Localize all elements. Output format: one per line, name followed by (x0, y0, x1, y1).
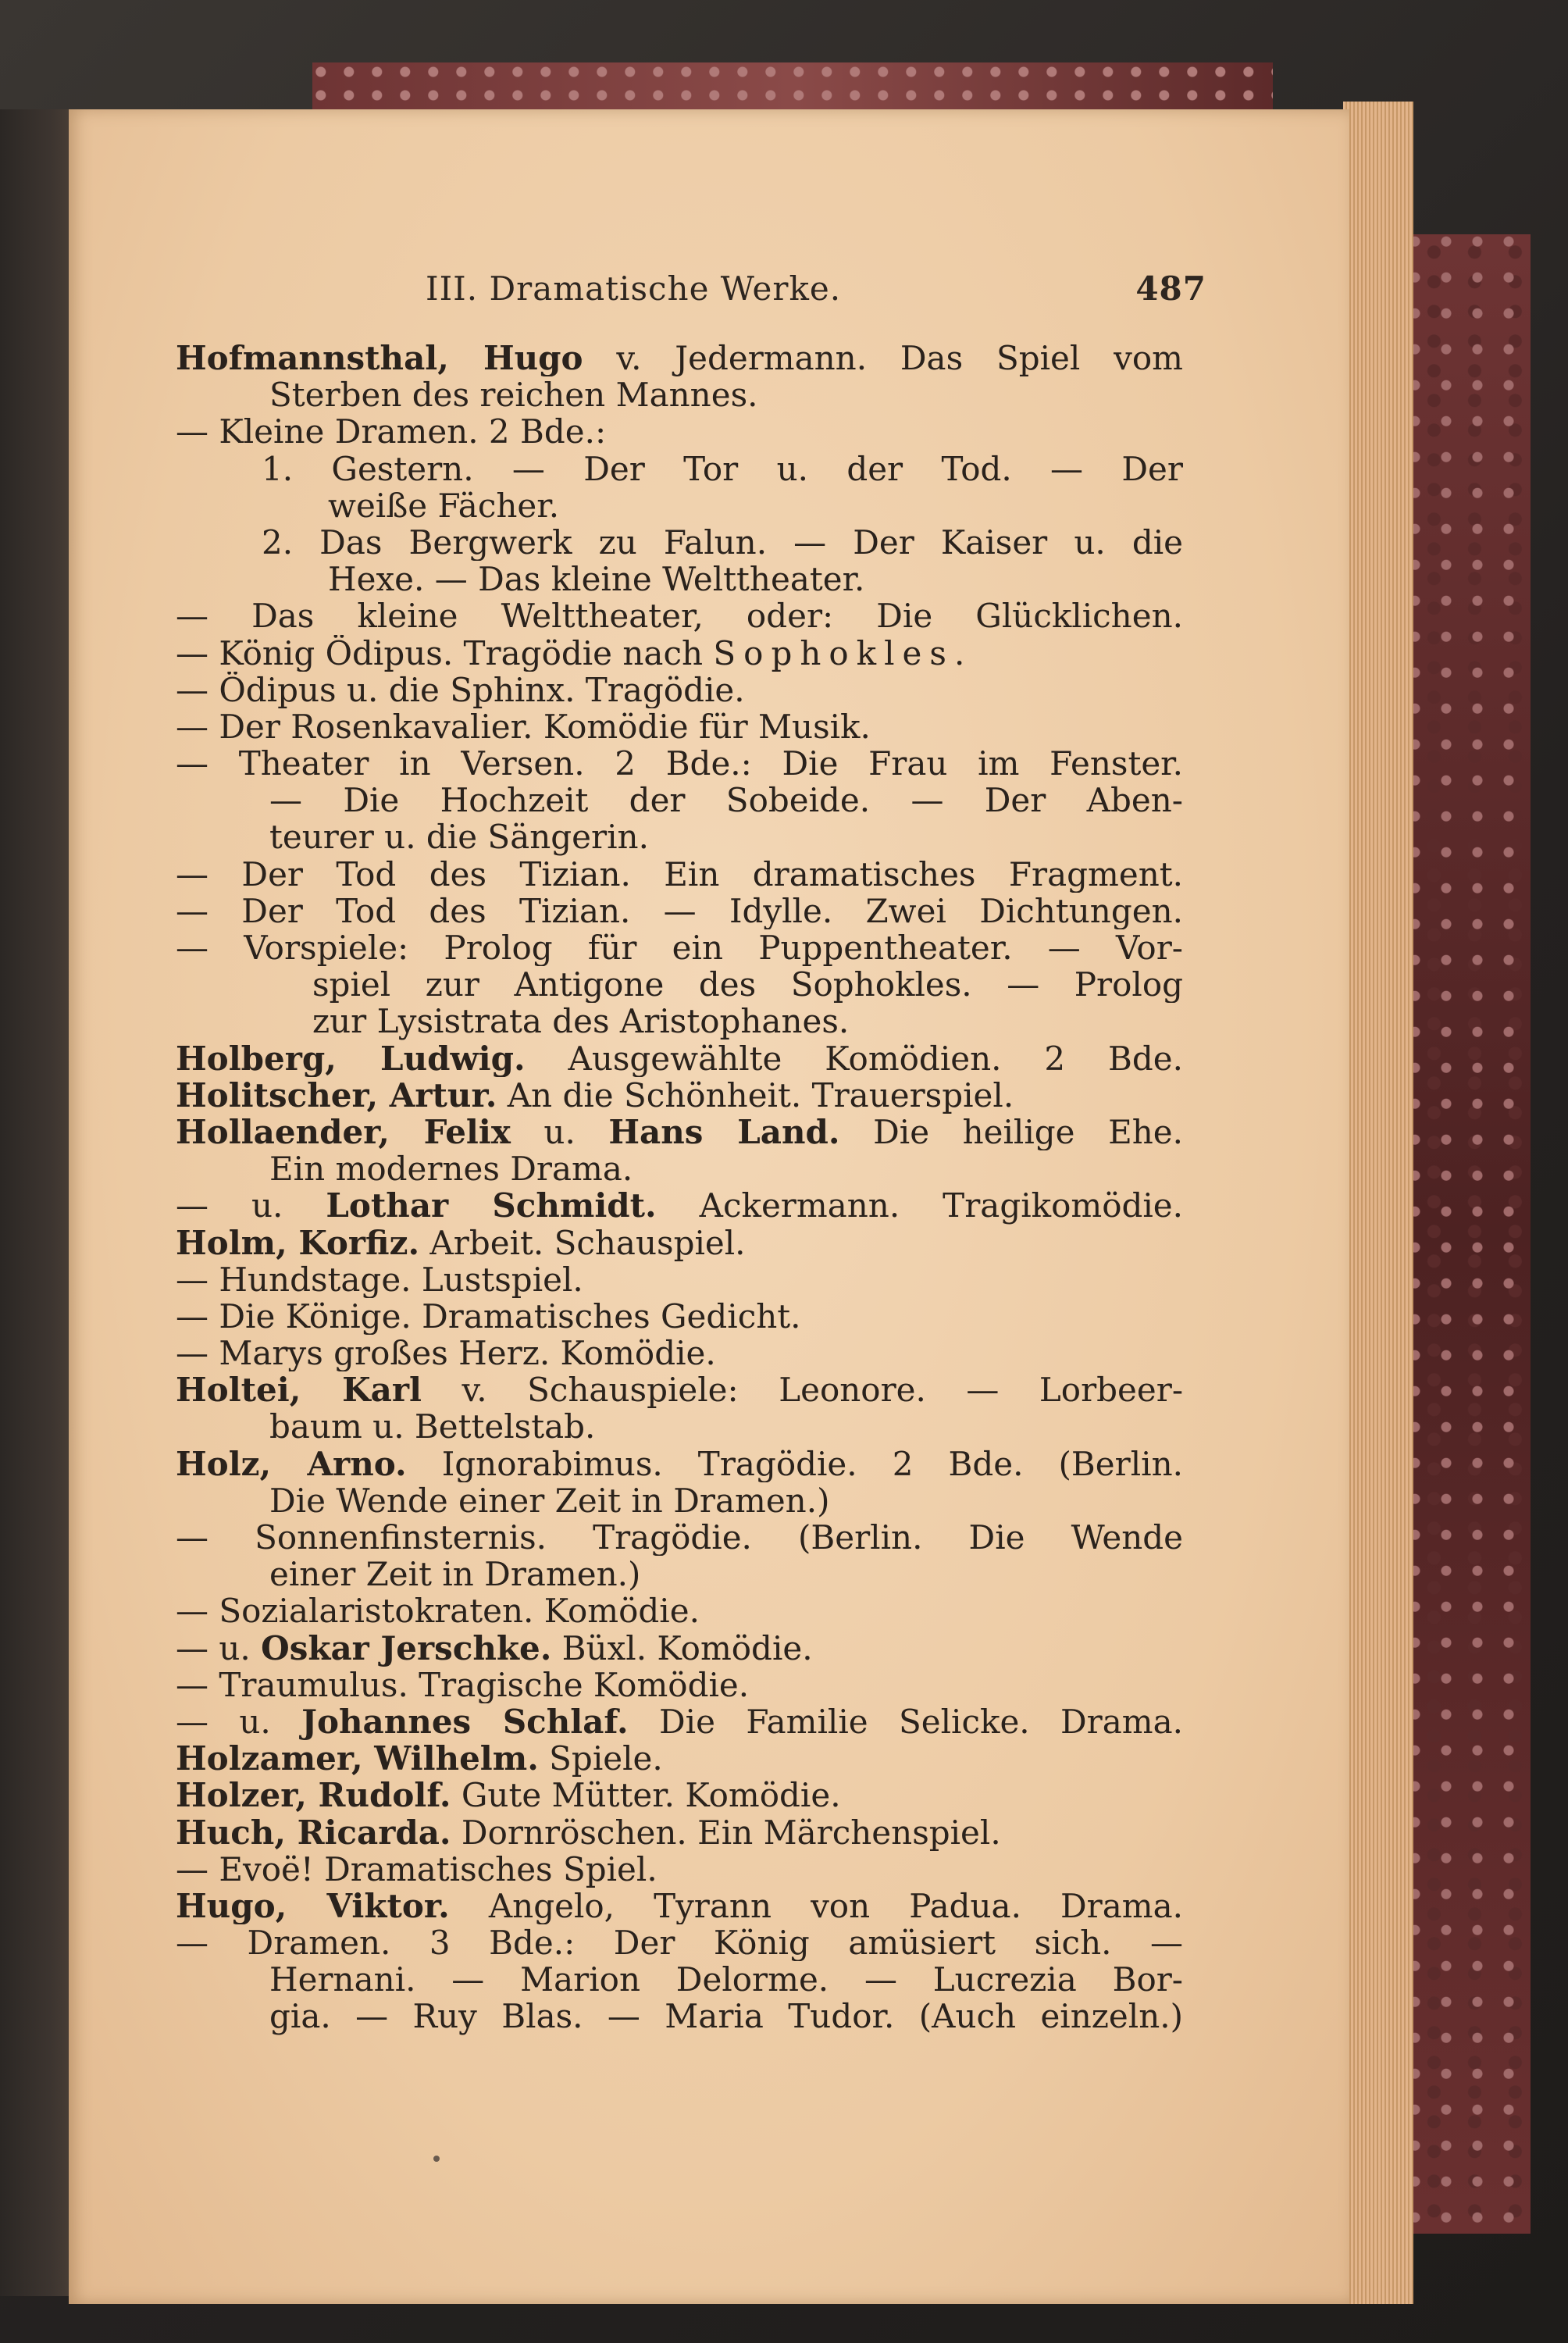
entry-line: — Sozialaristokraten. Komödie. (176, 1592, 700, 1630)
entry-line: — Dramen. 3 Bde.: Der König amüsiert sich. — (176, 1924, 1183, 1962)
entry-line: Holberg, Ludwig. Ausgewählte Komödien. 2 Bde. (176, 1040, 1183, 1077)
entry-line: gia. — Ruy Blas. — Maria Tudor. (Auch einzeln.) (269, 1998, 1183, 2035)
ink-spot (433, 2156, 440, 2162)
page-edges (1343, 102, 1413, 2304)
entry-line: — Der Tod des Tizian. Ein dramatisches Fragment. (176, 855, 1183, 893)
entry-line: — Der Tod des Tizian. — Idylle. Zwei Dichtungen. (176, 892, 1183, 929)
entry-line: baum u. Bettelstab. (269, 1408, 596, 1446)
marbled-cloth-top (312, 62, 1273, 109)
entry-line: Holz, Arno. Ignorabimus. Tragödie. 2 Bde. (Berlin. (176, 1445, 1183, 1482)
marbled-cloth-right (1406, 234, 1531, 2234)
entry-line: Holtei, Karl v. Schauspiele: Leonore. — Lorbeer- (176, 1371, 1183, 1409)
entry-line: — Vorspiele: Prolog für ein Puppentheater. — Vor- (176, 929, 1183, 967)
entry-line: — Traumulus. Tragische Komödie. (176, 1666, 750, 1703)
entry-line: Hofmannsthal, Hugo v. Jedermann. Das Spiel vom (176, 340, 1183, 377)
entry-line: — Ödipus u. die Sphinx. Tragödie. (176, 671, 745, 708)
entry-line: — Die Hochzeit der Sobeide. — Der Aben- (269, 782, 1183, 819)
entry-line: Holzer, Rudolf. Gute Mütter. Komödie. (176, 1777, 841, 1814)
entry-line: — Hundstage. Lustspiel. (176, 1261, 583, 1298)
page-number: 487 (1135, 269, 1206, 308)
entry-line: einer Zeit in Dramen.) (269, 1556, 641, 1593)
entry-line: — u. Lothar Schmidt. Ackermann. Tragikomödie. (176, 1187, 1183, 1225)
entry-line: zur Lysistrata des Aristophanes. (312, 1003, 850, 1040)
entry-line: spiel zur Antigone des Sophokles. — Prolog (312, 966, 1183, 1004)
entry-line: Huch, Ricarda. Dornröschen. Ein Märchenspiel. (176, 1813, 1001, 1851)
book-spine (0, 109, 74, 2296)
entry-line: Die Wende einer Zeit in Dramen.) (269, 1482, 830, 1519)
entry-line: 2. Das Bergwerk zu Falun. — Der Kaiser u. die (262, 523, 1183, 562)
entry-line: Hollaender, Felix u. Hans Land. Die heilige Ehe. (176, 1113, 1183, 1151)
entry-line: — Das kleine Welttheater, oder: Die Glücklichen. (176, 597, 1183, 635)
entry-line: — u. Oskar Jerschke. Büxl. Komödie. (176, 1629, 813, 1667)
entry-line: Hernani. — Marion Delorme. — Lucrezia Bor- (269, 1961, 1183, 1999)
entry-line: 1. Gestern. — Der Tor u. der Tod. — Der (262, 450, 1183, 487)
entry-line: Holzamer, Wilhelm. Spiele. (176, 1740, 663, 1778)
entry-line: — u. Johannes Schlaf. Die Familie Selicke. Drama. (176, 1703, 1183, 1741)
entry-line: teurer u. die Sängerin. (269, 818, 649, 856)
entry-line: Ein modernes Drama. (269, 1150, 633, 1188)
entry-line: Hugo, Viktor. Angelo, Tyrann von Padua. Drama. (176, 1887, 1183, 1925)
entry-line: Holm, Korfiz. Arbeit. Schauspiel. (176, 1224, 746, 1261)
running-header (426, 269, 1206, 316)
entry-line: — Evoë! Dramatisches Spiel. (176, 1850, 657, 1888)
entry-line: — Theater in Versen. 2 Bde.: Die Frau im Fenster. (176, 745, 1183, 783)
entry-line: — Kleine Dramen. 2 Bde.: (176, 413, 607, 451)
entry-line: Holitscher, Artur. An die Schönheit. Trauerspiel. (176, 1076, 1014, 1114)
entry-line: weiße Fächer. (328, 487, 560, 524)
section-title: III. Dramatische Werke. (426, 269, 842, 308)
entry-line: — Die Könige. Dramatisches Gedicht. (176, 1297, 801, 1336)
catalogue-text (176, 340, 1183, 2035)
entry-line: — Der Rosenkavalier. Komödie für Musik. (176, 708, 871, 746)
entry-line: Hexe. — Das kleine Welttheater. (328, 561, 865, 598)
entry-line: — König Ödipus. Tragödie nach Sophokles. (176, 634, 965, 672)
entry-line: — Sonnenfinsternis. Tragödie. (Berlin. Die Wende (176, 1519, 1183, 1557)
entry-line: Sterben des reichen Mannes. (269, 376, 758, 414)
entry-line: — Marys großes Herz. Komödie. (176, 1335, 716, 1372)
